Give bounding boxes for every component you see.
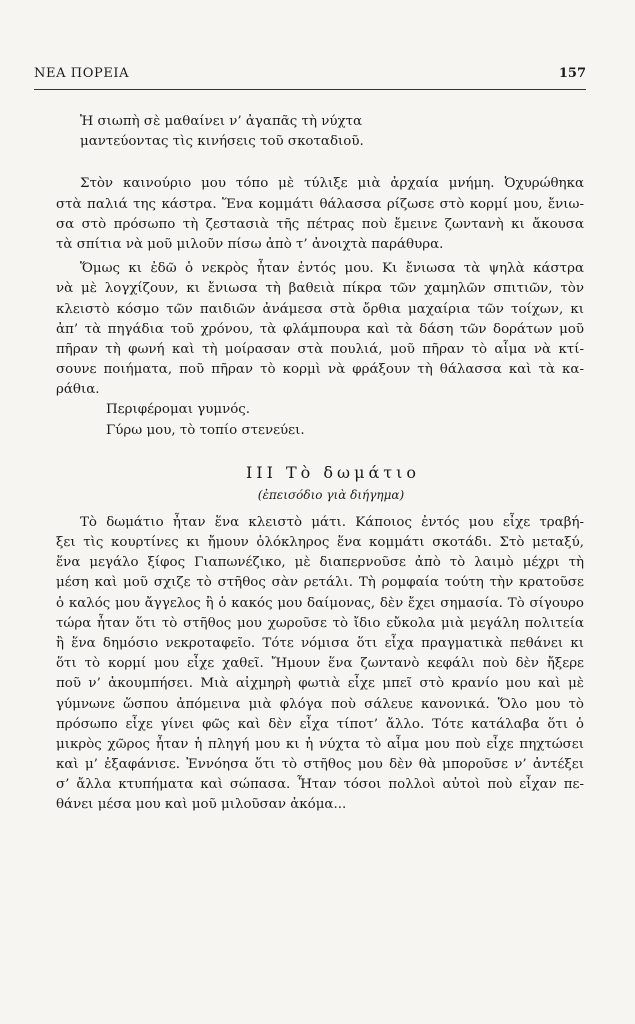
paragraph-line: σα στὸ πρόσωπο τὴ ζεστασιὰ τῆς πέτρας ποὺ ἔμεινε ζωντανὴ κι ἄκουσα [56, 216, 584, 232]
running-header [34, 66, 586, 86]
paragraph-line: τὰ σπίτια νὰ μοῦ μιλοῦν πίσω ἀπὸ τ’ ἀνοιχτὰ παράθυρα. [56, 236, 444, 252]
paragraph-line: νὰ μὲ λογχίζουν, κι ἔνιωσα τὴ βαθειὰ πίκρα τῶν χαμηλῶν σπιτιῶν, τὸν [56, 281, 584, 297]
paragraph-line: πρόσωπο εἶχε γίνει φῶς καὶ δὲν εἶχα τίποτ’ ἄλλο. Τότε κατάλαβα ὅτι ὁ [56, 716, 584, 732]
spacer [56, 152, 584, 168]
paragraph-line: πῆραν τὴ φωνή καὶ τὴ μοίρασαν στὰ πουλιά, μοῦ πῆραν τὸ αἷμα νὰ κτί- [56, 341, 584, 357]
paragraph-line: ἀπ’ τὰ πηγάδια τοῦ χρόνου, τὰ φλάμπουρα καὶ τὰ δάση τῶν δοράτων μοῦ [56, 321, 584, 337]
paragraph-2 [56, 259, 584, 400]
paragraph-1 [56, 174, 584, 255]
paragraph-3 [56, 513, 584, 816]
paragraph-line: μέση καὶ μοῦ σχιζε τὸ στῆθος σὰν ρετάλι. Τὴ ρομφαία τούτη τὴν κρατοῦσε [56, 575, 584, 591]
verse-line: Γύρω μου, τὸ τοπίο στενεύει. [106, 422, 305, 438]
poem-line: μαντεύοντας τὶς κινήσεις τοῦ σκοταδιοῦ. [80, 134, 364, 150]
paragraph-line: Στὸν καινούριο μου τόπο μὲ τύλιξε μιὰ ἀρχαία μνήμη. Ὀχυρώθηκα [80, 176, 584, 192]
closing-verse [56, 400, 584, 440]
paragraph-line: ὅτι τὸ κορμί μου εἶχε χαθεῖ. Ἤμουν ἕνα ζωντανὸ κεφάλι ποὺ δὲν ἤξερε [56, 656, 584, 672]
paragraph-line: ὁ καλός μου ἄγγελος ἢ ὁ κακός μου δαίμονας, δὲν ἔχει σημασία. Τὸ σίγουρο [56, 595, 584, 611]
paragraph-line: Ὅμως κι ἐδῶ ὁ νεκρὸς ἦταν ἐντός μου. Κι ἔνιωσα τὰ ψηλὰ κάστρα [80, 261, 584, 277]
paragraph-line: καὶ μ’ ἐξαφάνισε. Ἐννόησα ὅτι τὸ στῆθος μου δὲν θὰ μποροῦσε ν’ ἀντέξει [56, 757, 584, 773]
body-text [56, 112, 584, 816]
paragraph-line: ἢ ἕνα δημόσιο νεκροταφεῖο. Τότε νόμισα ὅτι εἶχα πραγματικὰ πεθάνει κι [56, 635, 584, 651]
paragraph-line: κλειστὸ κόσμο τῶν παιδιῶν ἀνάμεσα στὰ ὄρθια μαχαίρια τῶν τοίχων, κι [56, 301, 584, 317]
paragraph-line: μικρὸς χῶρος ἦταν ἡ πληγή μου κι ἡ νύχτα τὸ αἷμα μου ποὺ εἶχε πηχτώσει [56, 736, 584, 752]
section-heading: ΙΙΙ Τὸ δωμάτιο [245, 462, 421, 482]
paragraph-line: σουνε ποιήματα, ποῦ πῆραν τὸ κορμὶ νὰ φράξουν τὴ θάλασσα καὶ τὰ κα- [56, 362, 584, 378]
verse-line: Περιφέρομαι γυμνός. [106, 402, 251, 418]
section-subtitle: (ἐπεισόδιο γιὰ διήγημα) [257, 487, 405, 502]
paragraph-line: θάνει μέσα μου καὶ μοῦ μιλοῦσαν ἀκόμα... [56, 797, 347, 813]
spacer [56, 441, 584, 457]
paragraph-line: ἕνα μεγάλο ξίφος Γιαπωνέζικο, μὲ διαπερνοῦσε ἀπὸ τὸ λαιμὸ μέχρι τὴ [56, 555, 584, 571]
page-number: 157 [558, 66, 586, 81]
spacer [56, 505, 584, 513]
poem-line: Ἡ σιωπὴ σὲ μαθαίνει ν’ ἀγαπᾶς τὴ νύχτα [80, 114, 363, 129]
paragraph-line: γύμνωνε ὥσπου ἀπόμεινα μιὰ φλόγα ποὺ σάλευε κανονικά. Ὅλο μου τὸ [56, 696, 584, 712]
header-rule [34, 89, 586, 90]
paragraph-line: Τὸ δωμάτιο ἦταν ἕνα κλειστὸ μάτι. Κάποιος ἐντός μου εἶχε τραβή- [80, 514, 584, 530]
paragraph-line: ποῦ ν’ ἀκουμπήσει. Μιὰ αἰχμηρὴ φωτιὰ εἶχε μπεῖ στὸ κρανίο μου καὶ μὲ [56, 676, 584, 692]
paragraph-line: σ’ ἄλλα κτυπήματα καὶ σώπασα. Ἦταν τόσοι πολλοὶ αὐτοὶ ποὺ εἶχαν πε- [56, 777, 584, 793]
paragraph-line: ράθια. [56, 382, 100, 398]
opening-poem [56, 112, 584, 152]
paragraph-line: ξει τὶς κουρτίνες κι ἤμουν ὁλόκληρος ἕνα κομμάτι σκοτάδι. Στὸ μεταξύ, [56, 535, 584, 550]
paragraph-line: τώρα ἦταν ὅτι τὸ στῆθος μου χωροῦσε τὸ ἴδιο εὔκολα μιὰ μεγάλη πολιτεία [56, 615, 584, 631]
journal-title: ΝΕΑ ΠΟΡΕΙΑ [34, 66, 130, 81]
paragraph-line: στὰ παλιά της κάστρα. Ἕνα κομμάτι θάλασσα ρίζωσε στὸ κορμί μου, ἔνιω- [56, 196, 584, 212]
